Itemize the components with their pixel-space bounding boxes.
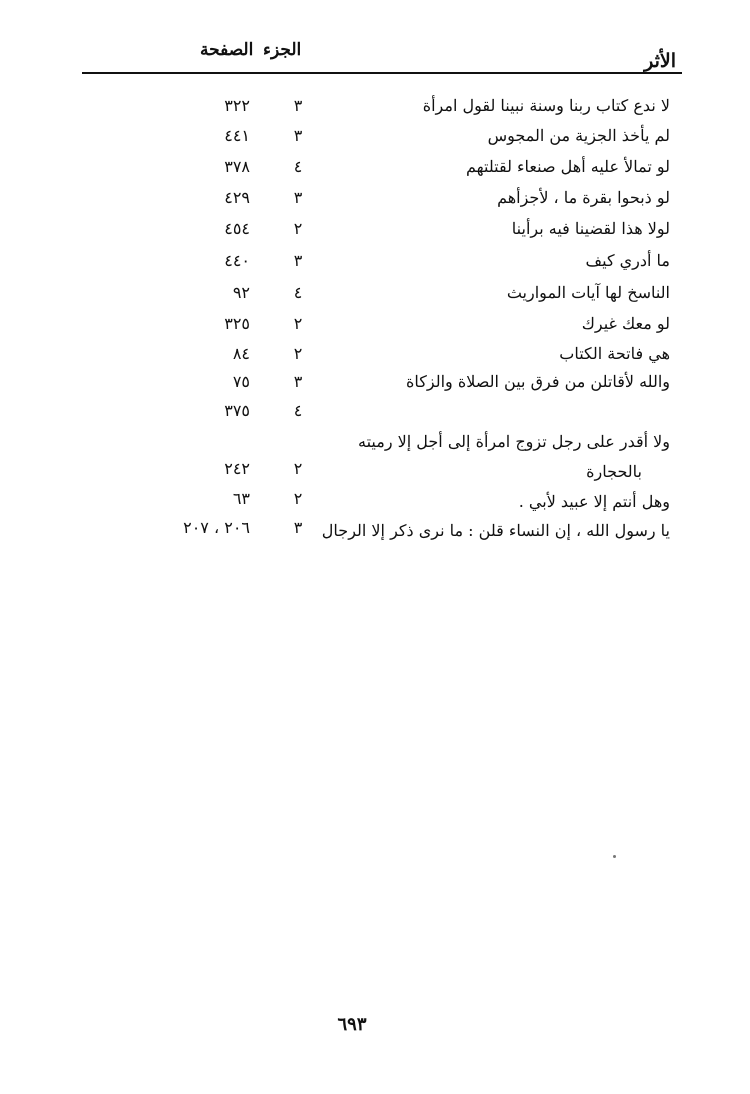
entry-juz: ٤	[293, 401, 303, 420]
entry-text: الناسخ لها آيات المواريث	[506, 283, 670, 302]
entry-page: ٤٤٠	[224, 251, 250, 270]
entry-page: ٤٢٩	[224, 188, 250, 207]
entry-page: ٧٥	[232, 372, 250, 391]
entry-text: بالحجارة	[586, 462, 642, 481]
entry-text: هي فاتحة الكتاب	[559, 344, 670, 363]
entry-juz: ٤	[293, 283, 303, 302]
entry-page: ٤٤١	[224, 126, 250, 145]
entry-juz: ٣	[293, 372, 303, 391]
entry-page: ٢٠٦ ، ٢٠٧	[183, 518, 250, 537]
entry-page: ٣٧٨	[224, 157, 250, 176]
entry-juz: ٣	[293, 96, 303, 115]
header-athar: الأثر	[644, 50, 676, 72]
entry-text: لو ذبحوا بقرة ما ، لأجزأهم	[497, 188, 670, 207]
entry-text: والله لأقاتلن من فرق بين الصلاة والزكاة	[406, 372, 670, 391]
entry-text: ما أدري كيف	[585, 251, 670, 270]
entry-text: لولا هذا لقضينا فيه برأينا	[511, 219, 670, 238]
entry-juz: ٢	[293, 459, 303, 478]
page-speck	[613, 855, 616, 858]
entry-text: وهل أنتم إلا عبيد لأبي .	[518, 492, 670, 511]
entry-juz: ٣	[293, 126, 303, 145]
header-juz: الجزء	[263, 40, 302, 60]
entry-juz: ٢	[293, 344, 303, 363]
entry-text: لم يأخذ الجزية من المجوس	[487, 126, 670, 145]
entry-page: ٣٢٥	[224, 314, 250, 333]
header-safha: الصفحة	[200, 40, 254, 60]
entry-juz: ٣	[293, 518, 303, 537]
entry-page: ٣٧٥	[224, 401, 250, 420]
entry-juz: ٢	[293, 489, 303, 508]
entry-page: ٦٣	[232, 489, 250, 508]
page-number: ٦٩٣	[337, 1014, 367, 1035]
entry-juz: ٣	[293, 188, 303, 207]
entry-page: ٩٢	[232, 283, 250, 302]
entry-page: ٢٤٢	[224, 459, 250, 478]
entry-juz: ٤	[293, 157, 303, 176]
entry-text: ولا أقدر على رجل تزوج امرأة إلى أجل إلا رميته	[358, 432, 670, 451]
entry-text: يا رسول الله ، إن النساء قلن : ما نرى ذكر إلا الرجال	[321, 521, 670, 540]
entry-juz: ٢	[293, 314, 303, 333]
entry-juz: ٢	[293, 219, 303, 238]
entry-page: ٤٥٤	[224, 219, 250, 238]
entry-page: ٨٤	[232, 344, 250, 363]
entry-juz: ٣	[293, 251, 303, 270]
entry-text: لو معك غيرك	[581, 314, 670, 333]
entry-text: لو تمالأ عليه أهل صنعاء لقتلتهم	[466, 157, 670, 176]
entry-page: ٣٢٢	[224, 96, 250, 115]
entry-text: لا ندع كتاب ربنا وسنة نبينا لقول امرأة	[422, 96, 670, 115]
